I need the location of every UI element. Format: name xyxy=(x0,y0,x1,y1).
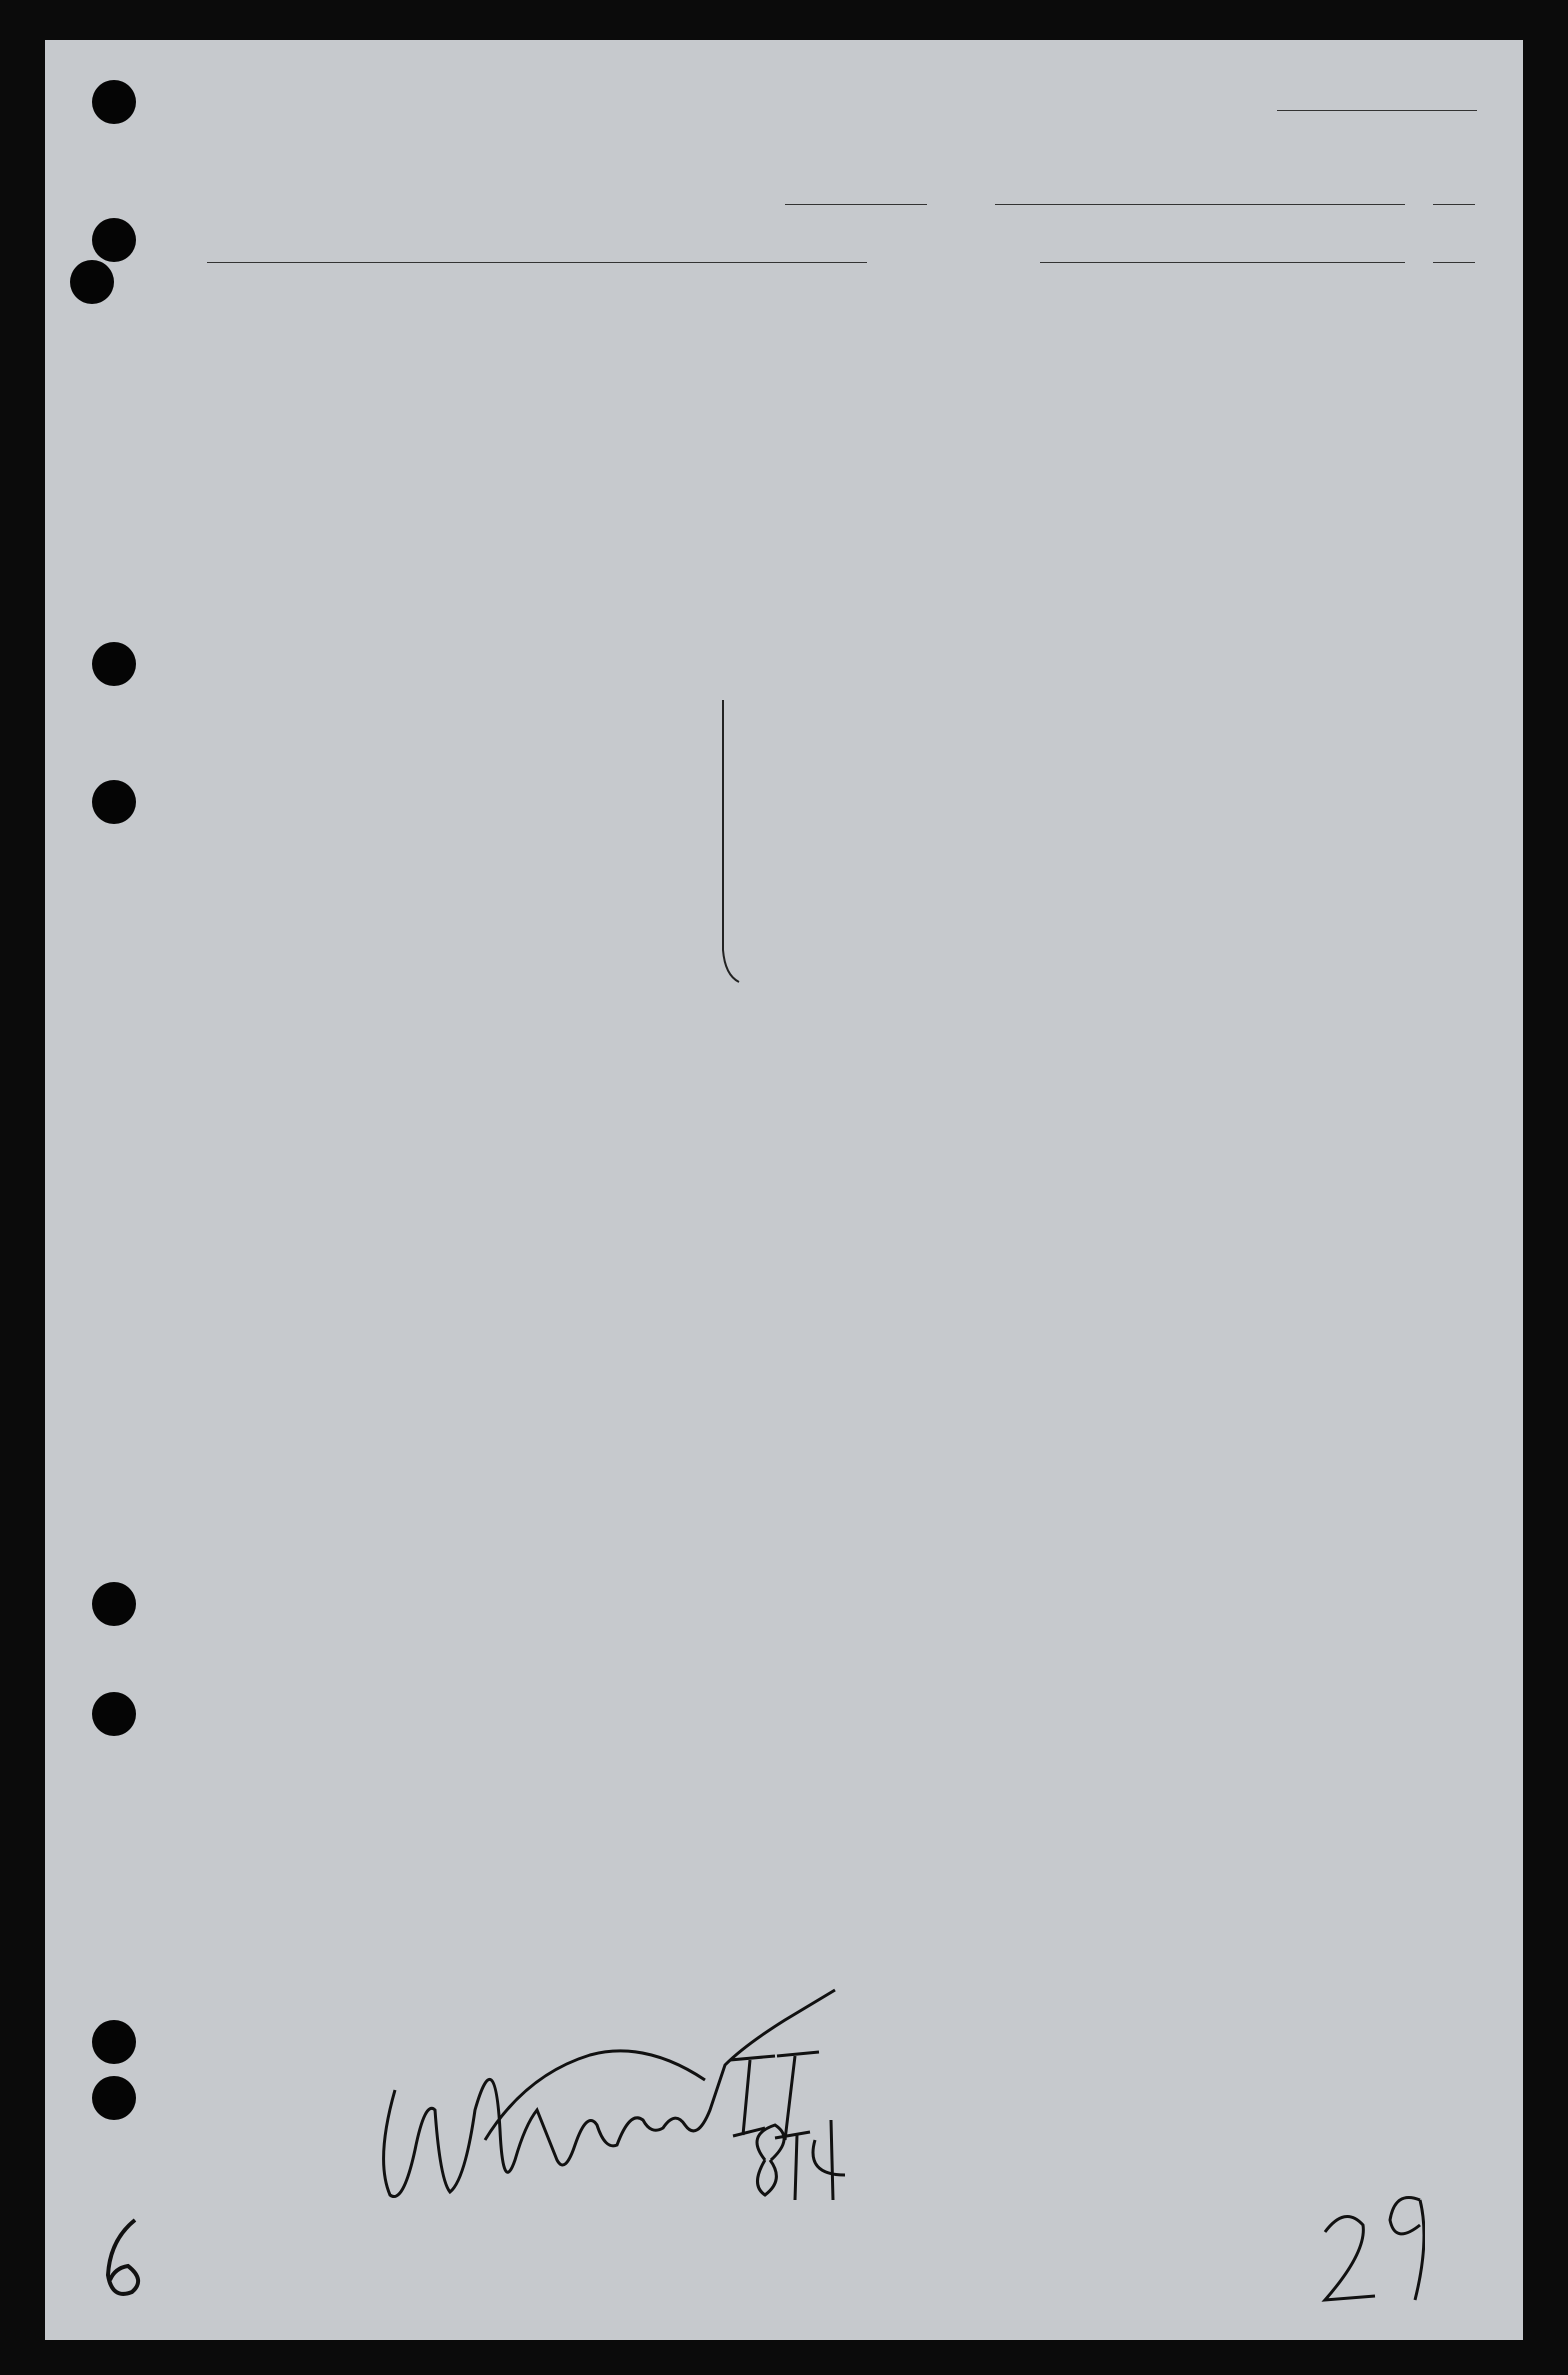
binder-hole xyxy=(92,80,136,124)
binder-hole xyxy=(92,1582,136,1626)
check-ticks xyxy=(45,40,1523,2340)
binder-hole xyxy=(92,780,136,824)
binder-hole xyxy=(92,218,136,262)
binder-hole xyxy=(92,1692,136,1736)
manifest-page xyxy=(45,40,1523,2340)
binder-hole xyxy=(92,642,136,686)
binder-hole xyxy=(70,260,114,304)
binder-hole xyxy=(92,2076,136,2120)
binder-hole xyxy=(92,2020,136,2064)
